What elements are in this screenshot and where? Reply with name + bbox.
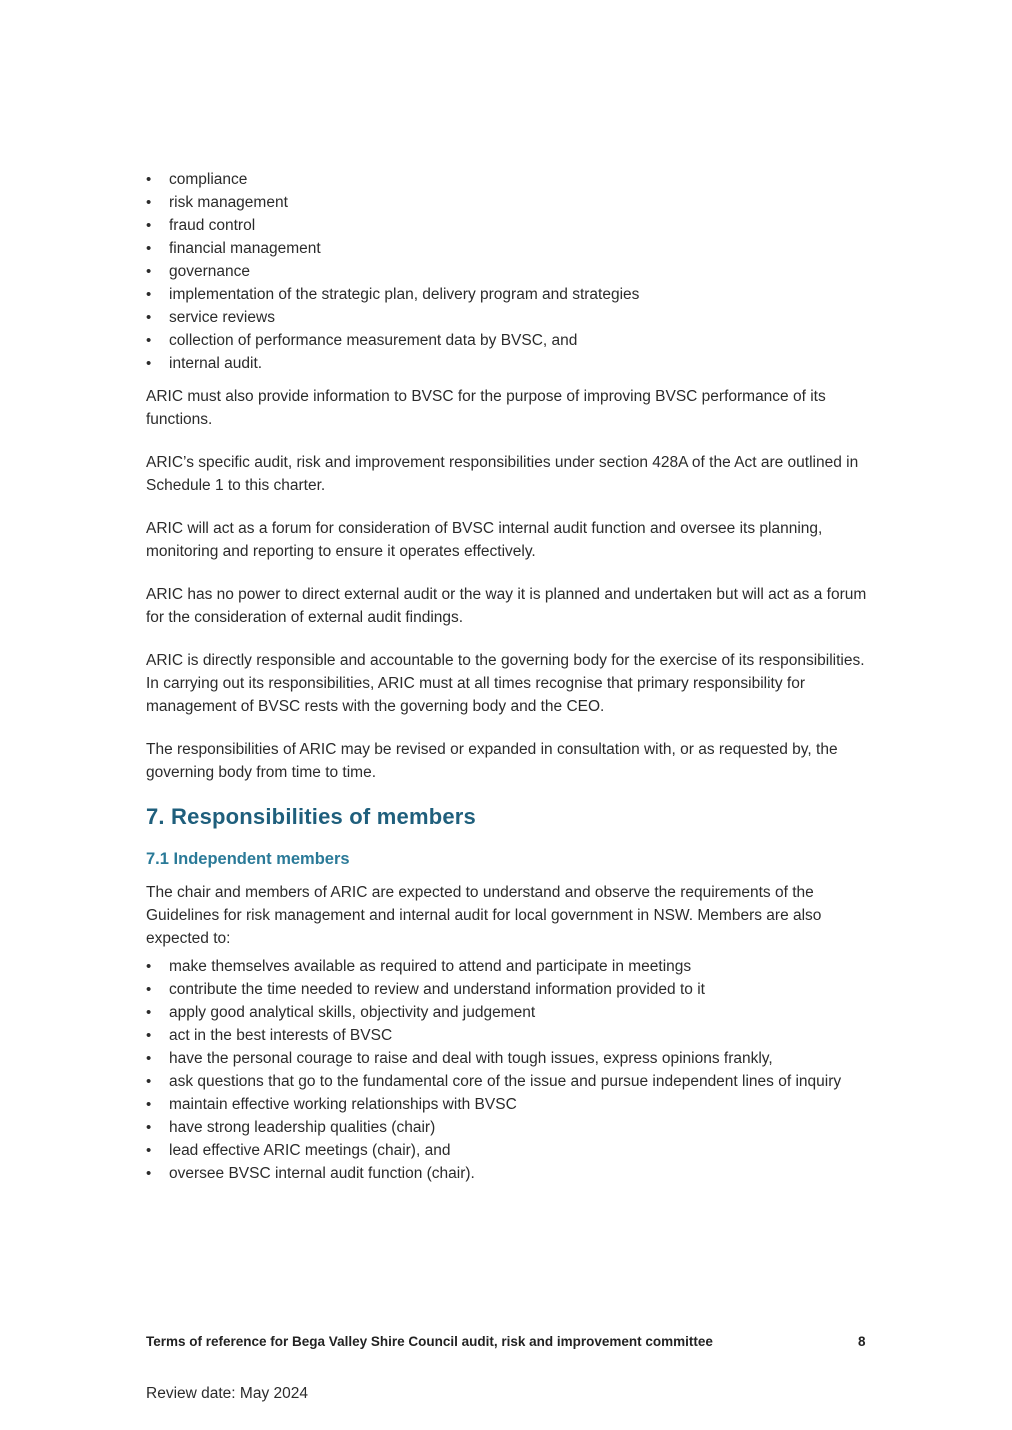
list-item: • implementation of the strategic plan, delivery program and strategies — [146, 283, 872, 306]
subsection-heading — [146, 850, 872, 869]
subsection-title: Independent members — [173, 850, 350, 868]
list-item: • compliance — [146, 168, 872, 191]
list-item: • act in the best interests of BVSC — [146, 1024, 872, 1047]
list-item: • collection of performance measurement data by BVSC, and — [146, 329, 872, 352]
list-item: • have strong leadership qualities (chair) — [146, 1116, 872, 1139]
paragraph: ARIC must also provide information to BVSC for the purpose of improving BVSC performance of its functions. — [146, 388, 826, 428]
list-item: • have the personal courage to raise and deal with tough issues, express opinions frankly, — [146, 1047, 872, 1070]
list-item: • contribute the time needed to review and understand information provided to it — [146, 978, 872, 1001]
list-item: • oversee BVSC internal audit function (chair). — [146, 1162, 872, 1185]
document-body — [146, 168, 872, 1185]
list-item: • lead effective ARIC meetings (chair), and — [146, 1139, 872, 1162]
list-item: • risk management — [146, 191, 872, 214]
review-date: Review date: May 2024 — [146, 1385, 308, 1402]
paragraph: The chair and members of ARIC are expected to understand and observe the requirements of the Guidelines for risk management and internal audit for local government in NSW. Members are also expected to: — [146, 884, 822, 947]
list-item: • governance — [146, 260, 872, 283]
responsibility-areas-list — [146, 168, 872, 375]
footer-title: Terms of reference for Bega Valley Shire Council audit, risk and improvement committee — [146, 1334, 713, 1349]
list-item: • fraud control — [146, 214, 872, 237]
list-item: • service reviews — [146, 306, 872, 329]
subsection-number: 7.1 — [146, 850, 169, 868]
list-item: • make themselves available as required to attend and participate in meetings — [146, 955, 872, 978]
list-item: • internal audit. — [146, 352, 872, 375]
paragraph: ARIC has no power to direct external audit or the way it is planned and undertaken but will act as a forum for the consideration of external audit findings. — [146, 586, 867, 626]
list-item: • maintain effective working relationships with BVSC — [146, 1093, 872, 1116]
page-number: 8 — [858, 1334, 866, 1349]
section-heading: 7. Responsibilities of members — [146, 804, 476, 829]
member-expectations-list — [146, 955, 872, 1185]
list-item: • financial management — [146, 237, 872, 260]
paragraph: ARIC’s specific audit, risk and improvement responsibilities under section 428A of the Act are outlined in Schedule 1 to this charter. — [146, 454, 859, 494]
paragraph: ARIC will act as a forum for consideration of BVSC internal audit function and oversee its planning, monitoring and reporting to ensure it operates effectively. — [146, 520, 823, 560]
paragraph: ARIC is directly responsible and accountable to the governing body for the exercise of its responsibilities. In carrying out its responsibilities, ARIC must at all times recognise that primary responsibility for management of BVSC rests with the governing body and the CEO. — [146, 652, 865, 715]
list-item: • apply good analytical skills, objectivity and judgement — [146, 1001, 872, 1024]
list-item: • ask questions that go to the fundamental core of the issue and pursue independent lines of inquiry — [146, 1070, 872, 1093]
paragraph: The responsibilities of ARIC may be revised or expanded in consultation with, or as requested by, the governing body from time to time. — [146, 741, 838, 781]
